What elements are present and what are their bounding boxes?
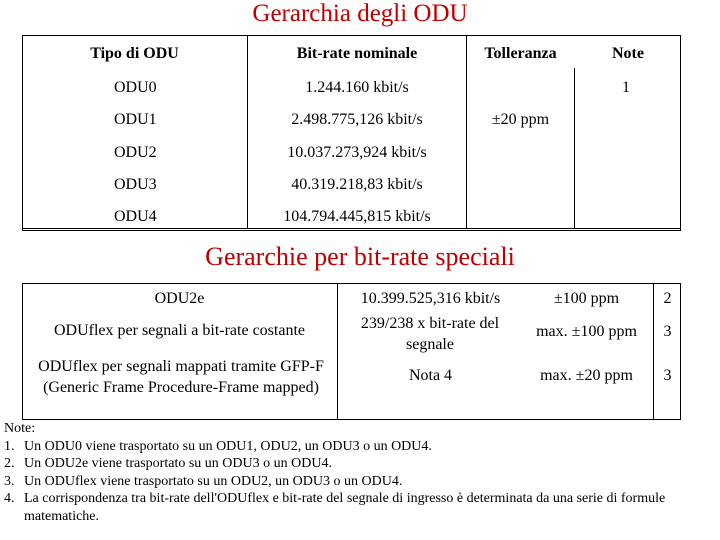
- page-title: Gerarchia degli ODU: [252, 0, 468, 27]
- special-type: ODUflex per segnali mappati tramite GFP-F (Generic Frame Procedure-Frame mapped): [38, 358, 324, 396]
- special-bitrate: Nota 4: [408, 367, 453, 384]
- odu-type: ODU3: [114, 176, 157, 193]
- odu-type: ODU2: [114, 144, 157, 161]
- note-text: La corrispondenza tra bit-rate dell'ODUflex e bit-rate del segnale di ingresso è determinata da una serie di formule matematiche.: [24, 491, 666, 524]
- note-item: [4, 455, 704, 473]
- header-note: Note: [612, 45, 644, 62]
- note-text: Un ODU0 viene trasportato su un ODU1, ODU2, un ODU3 o un ODU4.: [24, 438, 432, 454]
- odu-bitrate: 104.794.445,815 kbit/s: [283, 208, 431, 225]
- special-type: ODUflex per segnali a bit-rate costante: [53, 322, 305, 339]
- note-item: [4, 438, 704, 456]
- tolerance-value: ±20 ppm: [491, 111, 550, 128]
- note-item: [4, 473, 704, 491]
- special-type: ODU2e: [154, 290, 205, 307]
- header-tipo: Tipo di ODU: [90, 45, 179, 62]
- special-note: 3: [663, 323, 672, 340]
- note-text: Un ODU2e viene trasportato su un ODU3 o un ODU4.: [24, 456, 332, 471]
- odu-bitrate: 2.498.775,126 kbit/s: [291, 111, 423, 128]
- special-tolerance: max. ±100 ppm: [536, 323, 637, 340]
- notes-heading: Note:: [4, 421, 36, 436]
- divider: [22, 228, 681, 229]
- odu-bitrate: 10.037.273,924 kbit/s: [287, 144, 427, 161]
- special-bitrate: 10.399.525,316 kbit/s: [360, 290, 501, 307]
- special-note: 3: [663, 367, 672, 384]
- special-tolerance: max. ±20 ppm: [540, 367, 633, 384]
- header-bitrate: Bit-rate nominale: [296, 45, 418, 62]
- special-title: Gerarchie per bit-rate speciali: [205, 242, 515, 271]
- special-note: 2: [663, 290, 672, 307]
- odu-type: ODU4: [114, 208, 157, 225]
- note-number: 3.: [4, 473, 15, 489]
- note-number: 4.: [4, 491, 15, 506]
- note-text: Un ODUflex viene trasportato su un ODU2, un ODU3 o un ODU4.: [24, 473, 403, 489]
- odu-table: [22, 35, 681, 231]
- special-bitrate: 239/238 x bit-rate del segnale: [360, 315, 500, 353]
- odu-note: 1: [622, 79, 630, 96]
- header-tolleranza: Tolleranza: [484, 45, 557, 62]
- special-tolerance: ±100 ppm: [553, 290, 620, 307]
- note-number: 2.: [4, 456, 15, 471]
- note-item: [4, 490, 704, 525]
- odu-type: ODU0: [114, 79, 157, 96]
- notes-section: [4, 420, 704, 525]
- odu-bitrate: 40.319.218,83 kbit/s: [291, 176, 423, 193]
- note-number: 1.: [4, 438, 15, 454]
- odu-bitrate: 1.244.160 kbit/s: [305, 79, 409, 96]
- odu-type: ODU1: [114, 111, 157, 128]
